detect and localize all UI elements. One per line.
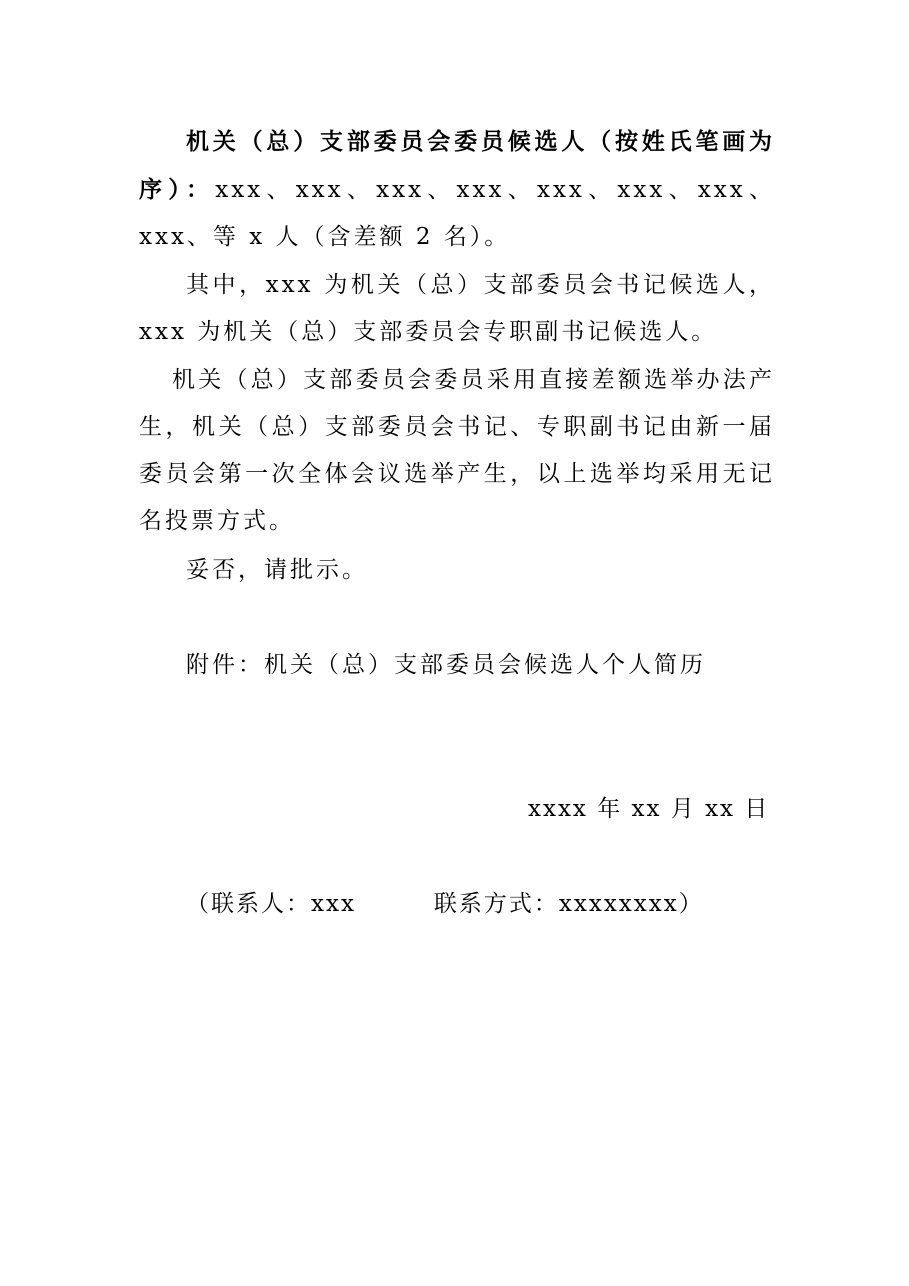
contact-person: （联系人：xxx <box>186 891 356 917</box>
candidates-list: xxx、xxx、xxx、xxx、xxx、xxx、xxx、xxx、等 x 人（含差额 2 名）。 <box>139 177 776 250</box>
document-date: xxxx 年 xx 月 xx 日 <box>528 796 770 822</box>
candidates-heading: 机关（总）支部委员会委员候选人（按姓氏笔画为序）： <box>139 128 775 203</box>
candidates-paragraph <box>139 118 775 261</box>
election-method-paragraph: 机关（总）支部委员会委员采用直接差额选举办法产生，机关（总）支部委员会书记、专职副书记由新一届委员会第一次全体会议选举产生，以上选举均采用无记名投票方式。 <box>139 367 775 534</box>
attachment-line: 附件：机关（总）支部委员会候选人个人简历 <box>186 652 706 678</box>
contact-line <box>186 881 704 928</box>
secretary-candidates-paragraph: 其中，xxx 为机关（总）支部委员会书记候选人，xxx 为机关（总）支部委员会专职副书记候选人。 <box>139 272 775 345</box>
contact-method: 联系方式：xxxxxxxx） <box>433 891 704 917</box>
approval-request: 妥否，请批示。 <box>186 557 368 583</box>
